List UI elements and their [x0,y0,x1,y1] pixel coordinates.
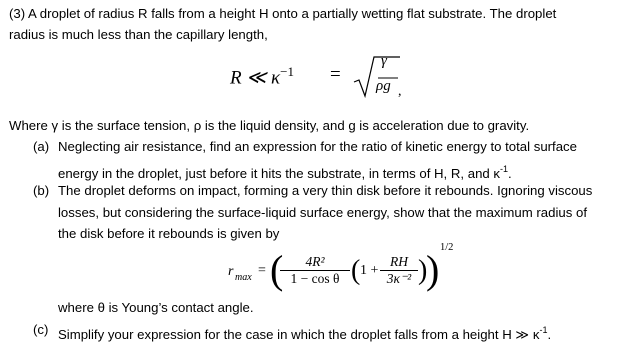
part-b-line-2: losses, but considering the surface-liquid surface energy, show that the maximum radius of [58,205,587,220]
eq1-comma: , [398,84,402,99]
part-b-label: (b) [33,183,50,198]
eq2-right-big-paren: ) [426,247,440,292]
eq2-one-plus: 1 + [360,263,379,278]
eq1-numerator: γ [381,53,387,69]
part-b-line-3: the disk before it rebounds is given by [58,226,280,241]
intro-line-2: radius is much less than the capillary length, [9,27,268,42]
part-c-text: Simplify your expression for the case in which the droplet falls from a height H ≫ κ [58,327,540,342]
eq2-lhs-subscript: max [235,272,252,283]
part-a-line-1: Neglecting air resistance, find an expression for the ratio of kinetic energy to total surface [58,139,577,154]
eq1-lhs-exponent: −1 [280,64,294,79]
where-line: Where γ is the surface tension, ρ is the liquid density, and g is acceleration due to gravity. [9,118,530,133]
eq2-fraction-2 [380,254,418,287]
part-b-line-1: The droplet deforms on impact, forming a very thin disk before it rebounds. Ignoring viscous [58,183,593,198]
where-theta-line: where θ is Young’s contact angle. [58,300,254,315]
part-c-end: . [547,327,552,342]
eq2-lhs: r [228,264,234,279]
eq2-frac2-denominator: 3κ⁻² [380,270,418,287]
part-c-label: (c) [33,322,49,337]
part-a-exponent: -1 [500,164,509,174]
eq1-lhs: R ≪ κ [230,67,281,89]
eq2-fraction-1 [280,254,350,287]
eq2-left-big-paren: ( [270,247,284,292]
eq2-inner-right-paren: ) [418,255,428,286]
eq2-equals: = [258,263,266,278]
eq2-inner-left-paren: ( [351,255,361,286]
part-a-label: (a) [33,139,50,154]
intro-line-1: (3) A droplet of radius R falls from a height H onto a partially wetting flat substrate. The droplet [9,6,557,21]
part-a-line-2-text: energy in the droplet, just before it hits the substrate, in terms of H, R, and κ [58,166,501,181]
part-a-end: . [508,166,512,181]
equation-max-radius [228,242,468,298]
eq2-frac1-numerator: 4R² [305,254,325,269]
eq2-frac2-numerator: RH [390,254,408,269]
eq1-equals: = [330,64,341,85]
eq2-outer-exponent: 1/2 [440,242,454,253]
part-a-line-2 [58,161,512,182]
eq1-denominator: ρg [376,78,391,94]
part-c-exponent: -1 [539,325,548,335]
eq2-frac1-denominator: 1 − cos θ [280,270,350,287]
